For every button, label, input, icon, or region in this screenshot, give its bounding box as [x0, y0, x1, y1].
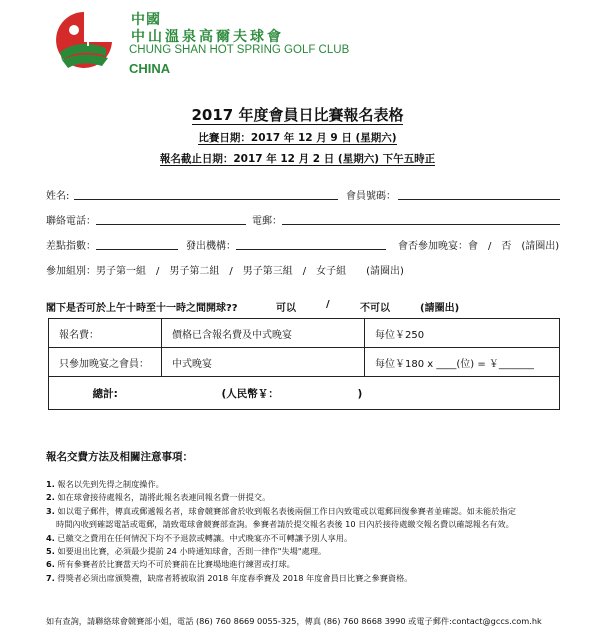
- notes-list: [46, 478, 566, 585]
- deadline: [0, 151, 595, 166]
- tee-slash: /: [326, 299, 330, 310]
- tee-yes-option[interactable]: 可以: [276, 303, 296, 314]
- fee-row-desc: 價格已含報名費及中式晚宴: [162, 319, 365, 348]
- list-item: 5. 如要退出比賽，必須最少提前 24 小時通知球會，否則一律作"失場"處理。: [46, 546, 327, 557]
- issuer-label: 發出機構：: [186, 241, 236, 252]
- list-item: 時間內收到確認電話或電郵，請致電球會競賽部查詢。參賽者請於提交報名表後 10 日內於接待處繳交報名費以確認報名有效。: [56, 519, 514, 530]
- deadline-text: 報名截止日期：2017 年 12 月 2 日 (星期六) 下午五時正: [159, 153, 436, 165]
- match-date-text: 比賽日期：2017 年 12 月 9 日 (星期六): [198, 132, 397, 144]
- member-no-label: 會員號碼：: [346, 191, 396, 202]
- name-label: 姓名:: [46, 191, 70, 202]
- form-title-text: 2017 年度會員日比賽報名表格: [191, 106, 404, 124]
- list-item: 4. 已繳交之費用在任何情況下均不予退款或轉讓。中式晚宴亦不可轉讓予別人享用。: [46, 532, 353, 543]
- handicap-field[interactable]: [96, 249, 178, 250]
- phone-field[interactable]: [96, 224, 246, 225]
- email-field[interactable]: [282, 224, 560, 225]
- total-label: 總計:: [49, 377, 162, 410]
- phone-label: 聯絡電話：: [46, 216, 96, 227]
- match-date: [0, 130, 595, 145]
- table-row: [49, 348, 560, 377]
- list-item: 7. 得獎者必須出席頒獎禮，缺席者將被取消 2018 年度春季賽及 2018 年度會員日比賽之參賽資格。: [46, 572, 413, 583]
- issuer-field[interactable]: [236, 249, 386, 250]
- fee-row-label: 報名費：: [49, 319, 162, 348]
- club-name-zh-line1: 中國: [131, 12, 161, 28]
- group-selection[interactable]: 參加組別：男子第一組 / 男子第二組 / 男子第三組 / 女子組 (請圈出): [46, 266, 404, 277]
- fee-table: [48, 318, 560, 410]
- dinner-question[interactable]: 會否參加晚宴：會 / 否 (請圈出): [398, 241, 560, 252]
- list-item: 3. 如以電子郵件，傳真或郵遞報名者，球會競賽部會於收到報名表後兩個工作日內致電或以電郵回復參賽者並確認。如未能於指定: [46, 505, 516, 516]
- total-row: [49, 377, 560, 410]
- table-row: [49, 319, 560, 348]
- member-no-field[interactable]: [398, 199, 560, 200]
- list-item: 1. 報名以先到先得之制度操作。: [46, 479, 164, 489]
- club-country: CHINA: [129, 61, 171, 76]
- email-label: 電郵：: [252, 216, 282, 227]
- list-item: 6. 所有參賽者於比賽當天均不可於賽前在比賽場地進行練習或打球。: [46, 559, 295, 570]
- list-item: 2. 如在球會接待處報名，請將此報名表連同報名費一併提交。: [46, 492, 271, 503]
- total-value[interactable]: (人民幣￥： ): [162, 377, 560, 410]
- fee-row-price[interactable]: 每位￥180 x ____(位) = ￥_______: [365, 348, 560, 377]
- name-field[interactable]: [74, 199, 338, 200]
- contact-footer: 如有查詢，請聯絡球會競賽部小姐，電話 (86) 760 8669 0055-325，傳真 (86) 760 8668 3990 或電子郵件:contact@gccs.com.hk: [46, 616, 542, 626]
- tee-time-question: 閣下是否可於上午十時至十一時之間開球??: [46, 303, 238, 314]
- tee-circle-note: (請圈出): [420, 303, 460, 314]
- club-name-zh-line2: 中山溫泉高爾夫球會: [131, 29, 284, 45]
- handicap-label: 差點指數：: [46, 241, 96, 252]
- club-name-en: CHUNG SHAN HOT SPRING GOLF CLUB: [129, 44, 350, 56]
- fee-row-desc: 中式晚宴: [162, 348, 365, 377]
- tee-no-option[interactable]: 不可以: [360, 303, 390, 314]
- club-logo-icon: [50, 8, 118, 70]
- form-title: [0, 104, 595, 125]
- notes-title: 報名交費方法及相關注意事項：: [46, 451, 193, 463]
- fee-row-label: 只參加晚宴之會員：: [49, 348, 162, 377]
- fee-row-price: 每位￥250: [365, 319, 560, 348]
